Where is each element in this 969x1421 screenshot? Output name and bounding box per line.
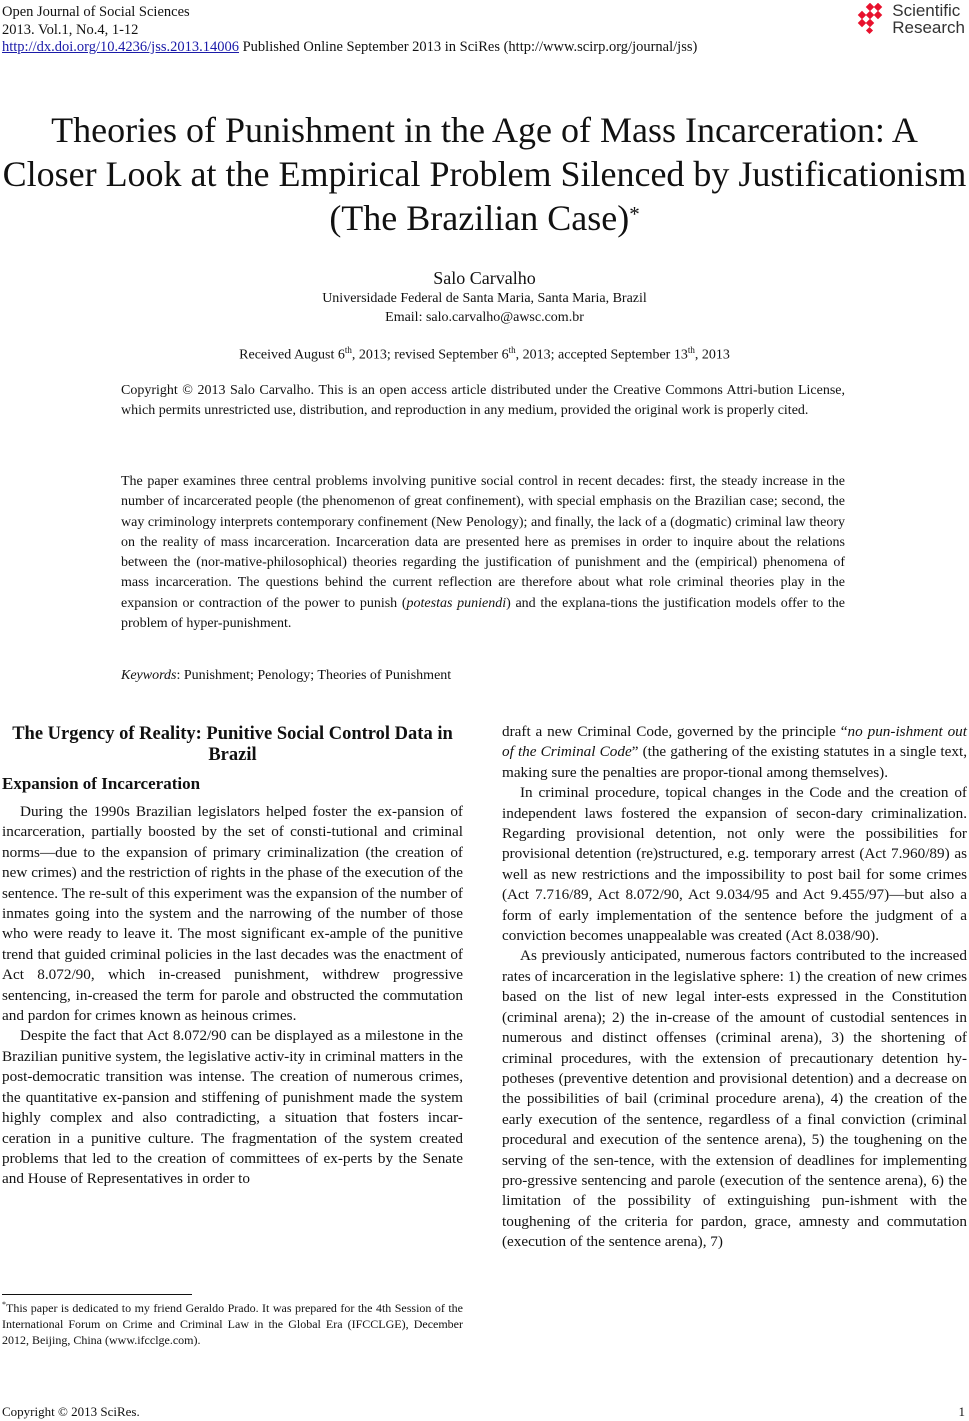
keywords-text: : Punishment; Penology; Theories of Punishment: [176, 668, 452, 683]
footnote: [2, 1297, 463, 1348]
title-line-2: Closer Look at the Empirical Problem Silenced by Justificationism: [2, 154, 967, 194]
accepted-date: , 2013; accepted September 13: [515, 347, 688, 363]
copyright-notice: Copyright © 2013 Salo Carvalho. This is an open access article distributed under the Creative Commons Attri-bution License, which permits unrestricted use, distribution, and reproduction in any medium, provided the original work is properly cited.: [121, 383, 845, 419]
accepted-sup: th: [687, 345, 695, 355]
journal-name: Open Journal of Social Sciences: [2, 4, 190, 20]
footnote-text: This paper is dedicated to my friend Geraldo Prado. It was prepared for the 4th Session of the International Forum on Crime and Criminal Law in the Global Era (IFCCLGE), December 2012, Beijing, China (www.ifcclge.com).: [2, 1301, 463, 1347]
paragraph: As previously anticipated, numerous factors contributed to the increased rates of incarceration in the legislative sphere: 1) the creation of new crimes based on the list of new legal inter-ests expressed in the Constitution (criminal arena); 2) the in-crease of the amount of custodial sentences in numerous and distinct offenses (criminal arena), 3) the shortening of criminal procedures, with the extension of precautionary detention hy-potheses (preventive detention and provisional detention) and a decrease on the possibilities of bail (criminal procedure arena), 4) the creation of the early execution of the sentence, regardless of a final conviction (criminal procedural and execution of the sentence arena), 5) the toughening on the serving of the sen-tence, with the extension of deadlines for implementing pro-gressive sentencing and parole (execution of the sentence arena), 6) the limitation of the possibility of extinguishing pun-ishment with the toughening of the criteria for pardon, grace, amnesty and commutation (execution of the sentence arena), 7): [502, 947, 967, 1251]
paragraph: [502, 722, 967, 783]
dates-end: , 2013: [694, 347, 730, 363]
revised-sup: th: [508, 345, 516, 355]
paragraph: In criminal procedure, topical changes in the Code and the creation of independent laws fostered the expansion of secon-dary criminalization. Regarding provisional detention, not only were the possibilities for provisional detention (re)structured, e.g. temporary arrest (Act 7.960/89) as well as new restrictions and the impossibility to post bail for some crimes (Act 7.716/89, Act 8.072/90, Act 9.034/95 and Act 9.455/97)—but also a form of early implementation of the sentence before the judgment of a conviction becomes unappealable was created (Act 8.038/90).: [502, 784, 967, 945]
running-header: [2, 4, 697, 57]
footer-copyright: Copyright © 2013 SciRes.: [2, 1404, 140, 1419]
article-dates: [0, 345, 969, 364]
abstract: [121, 472, 845, 634]
footnote-divider: [2, 1294, 192, 1295]
left-column: [2, 722, 463, 1190]
doi-link[interactable]: http://dx.doi.org/10.4236/jss.2013.14006: [2, 39, 239, 55]
paragraph-italic: no pun-ishment out of the Criminal Code: [502, 723, 967, 761]
revised-date: , 2013; revised September 6: [351, 347, 509, 363]
publication-line: [2, 39, 697, 57]
footnote-mark: *: [2, 1300, 6, 1309]
abstract-italic: potestas puniendi: [406, 595, 507, 611]
paper-title: [0, 108, 969, 240]
abstract-text-2: ) and the explana-tions the justification models offer to the problem of hyper-punishment.: [121, 595, 846, 632]
title-footnote-mark: *: [629, 202, 640, 226]
subsection-title: Expansion of Incarceration: [2, 774, 201, 793]
paragraph: During the 1990s Brazilian legislators helped foster the ex-pansion of incarceration, partially boosted by the set of consti-tutional and criminal norms—due to the expansion of primary criminalization (the creation of new crimes) and the restriction of rights in the phase of the execution of the sentence. The re-sult of this experiment was the expansion of the number of inmates going into the system and the narrowing of the number of those who were ready to leave it. The most significant ex-ample of the punitive trend that guided criminal policies in the last decades was the enactment of Act 8.072/90, which in-creased punishment, withdrew progressive sentencing, in-creased the term for parole and obstructed the commutation and pardon for crimes known as heinous crimes.: [2, 803, 463, 1025]
keywords-label: Keywords: [121, 668, 177, 683]
received-date: Received August 6: [239, 347, 345, 363]
keywords: [121, 668, 845, 684]
journal-volume: 2013. Vol.1, No.4, 1-12: [2, 21, 139, 38]
received-sup: th: [344, 345, 352, 355]
logo-text: [892, 2, 965, 36]
scientific-research-logo: [853, 2, 965, 36]
published-online-text: Published Online September 2013 in SciRes (http://www.scirp.org/journal/jss): [238, 39, 698, 55]
right-column: [502, 722, 967, 1253]
title-line-1: Theories of Punishment in the Age of Mass Incarceration: A: [51, 110, 918, 150]
logo-line-2: Research: [892, 18, 965, 37]
logo-diamonds-icon: [853, 3, 889, 35]
abstract-text-1: The paper examines three central problems involving punitive social control in recent decades: first, the steady increase in the number of incarcerated people (the phenomenon of great confinement), with special emphasis on the Brazilian case; second, the way criminology interprets contemporary confinement (New Penology); and finally, the lack of a (dogmatic) criminal law theory on the reality of mass incarceration. Incarceration data are presented here as premises in order to inquire about the relations between the (nor-mative-philosophical) theories regarding the justification of punishment and the (empirical) phenomena of mass incarceration. The questions behind the current reflection are therefore about what role criminal theories play in the expansion or contraction of the power to punish (: [121, 474, 845, 611]
paragraph: Despite the fact that Act 8.072/90 can be displayed as a milestone in the Brazilian punitive system, the legislative activ-ity in criminal matters in the post-democratic transition was intense. The creation of numerous crimes, the quantitative ex-pansion and stiffening of punishment made the system highly complex and also contradicting, a situation that fosters incar-ceration in a punitive culture. The fragmentation of the system created problems that led to the creation of committees of ex-perts by the Senate and House of Representatives in order to: [2, 1027, 463, 1188]
paragraph-text: ” (the gathering of the existing statutes in a single text, making sure the penalties are propor-tional among themselves).: [502, 743, 967, 781]
logo-line-1: Scientific: [892, 1, 961, 20]
title-line-3: (The Brazilian Case): [329, 198, 630, 238]
author-affiliation: Universidade Federal de Santa Maria, Santa Maria, Brazil: [322, 291, 647, 306]
author-name: Salo Carvalho: [433, 268, 536, 288]
paragraph-text: draft a new Criminal Code, governed by the principle “: [502, 723, 848, 740]
page-number: 1: [958, 1404, 965, 1419]
section-title: The Urgency of Reality: Punitive Social Control Data in Brazil: [12, 724, 453, 765]
author-email: Email: salo.carvalho@awsc.com.br: [385, 310, 584, 325]
